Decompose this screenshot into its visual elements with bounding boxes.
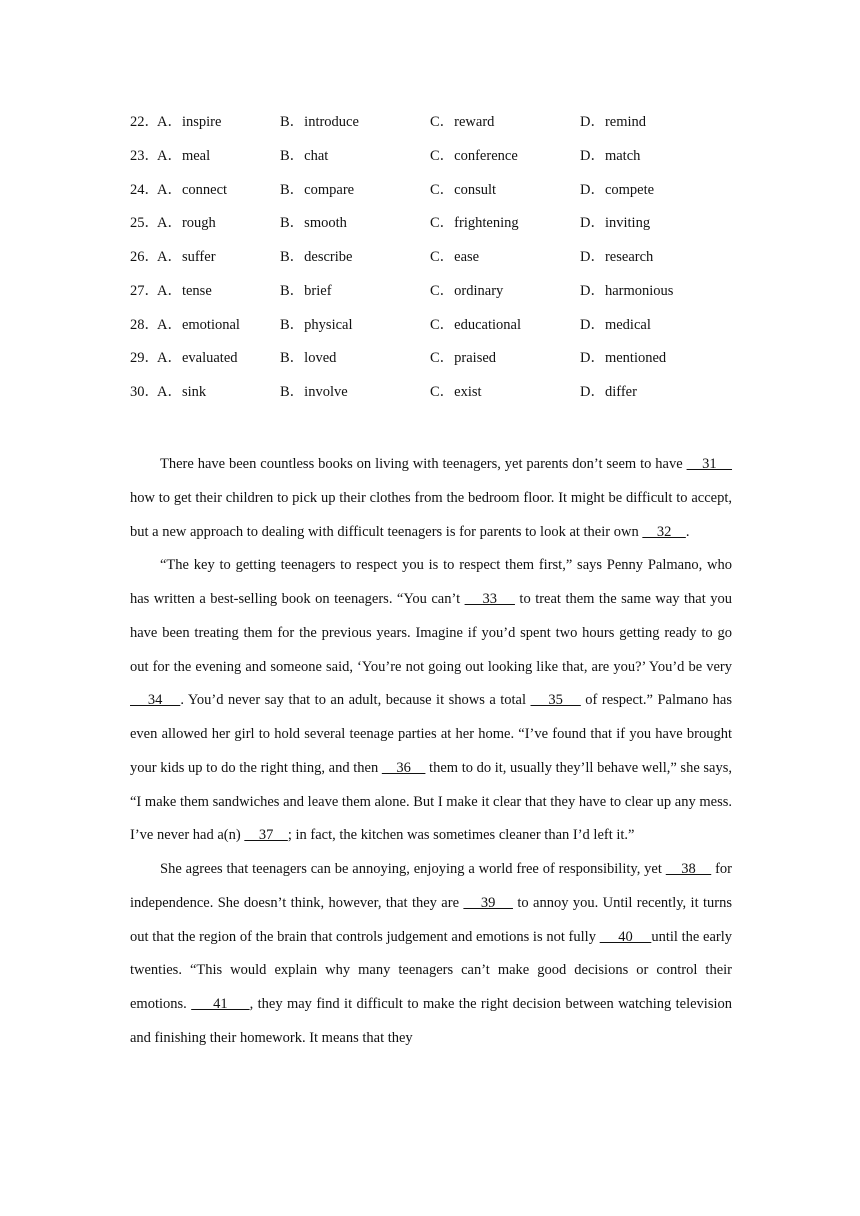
question-row [130,145,750,179]
question-row [130,280,750,314]
question-number: 29． [130,350,159,367]
option-d: D．medical [580,316,651,333]
passage-text: , they may find it difficult to make the right decision between watching television and finishing their homework. It means that they [130,996,733,1046]
option-a: A．connect [157,181,228,198]
option-b: B．chat [280,147,329,164]
blank-31: 31 [686,456,733,472]
option-b: B．smooth [280,215,347,232]
question-row [130,347,750,381]
blank-36: 36 [381,759,426,776]
passage-text: ; in fact, the kitchen was sometimes cleaner than I’d left it.” [287,827,635,844]
question-row [130,179,750,213]
question-number: 30． [130,384,159,400]
option-c: C．frightening [430,215,519,232]
option-c: C．consult [430,181,497,198]
option-c: C．praised [430,350,497,367]
paragraph-2 [130,549,732,853]
option-a: A．tense [157,282,212,299]
option-c: C．educational [430,316,522,333]
option-a: A．evaluated [157,350,238,367]
question-number: 25． [130,215,159,232]
passage-text: them to do it, usually they’ll behave well,” she says, “I make them sandwiches and leave them alone. But I make it clear that they have to clear up any mess. I’ve never had a(n) [130,759,732,844]
question-number: 23． [130,147,159,164]
blank-34: 34 [130,692,181,709]
blank-35: 35 [530,692,581,709]
option-c: C．exist [430,384,482,400]
question-number: 28． [130,316,159,333]
paragraph-1 [130,448,732,549]
option-b: B．involve [280,384,348,400]
option-b: B．describe [280,249,353,265]
option-d: D．research [580,249,654,265]
passage-text: to treat them the same way that you have been treating them for the previous years. Imagine if you’d spent two hours getting ready to go out for the evening and someone said, ‘You’re not going out looking like that, are you?’ You’d be very [130,591,733,675]
options-list [130,111,750,415]
blank-33: 33 [464,591,515,607]
paragraph-3 [130,853,732,1056]
option-c: C．ease [430,249,480,265]
option-d: D．match [580,147,641,164]
option-d: D．inviting [580,215,651,232]
question-row [130,111,750,145]
reading-passage [130,448,732,1056]
blank-40: 40 [599,928,652,945]
option-a: A．suffer [157,249,216,265]
option-d: D．harmonious [580,282,674,299]
question-row [130,314,750,348]
blank-41: 41 [191,996,250,1012]
question-number: 27． [130,282,159,299]
option-b: B．physical [280,316,353,333]
blank-32: 32 [642,523,686,540]
passage-text: She agrees that teenagers can be annoying, enjoying a world free of responsibility, yet [160,861,666,877]
option-a: A．meal [157,147,211,164]
option-c: C．conference [430,147,518,164]
passage-text: for independence. She doesn’t think, however, that they are [130,861,732,911]
passage-text: . [685,523,690,540]
option-d: D．differ [580,384,637,400]
passage-text: There have been countless books on living with teenagers, yet parents don’t seem to have [160,456,687,472]
option-d: D．remind [580,114,647,130]
question-row [130,381,750,415]
blank-39: 39 [463,894,513,911]
passage-text: . You’d never say that to an adult, because it shows a total [180,692,531,709]
blank-37: 37 [244,827,288,844]
question-row [130,246,750,280]
blank-38: 38 [665,861,712,877]
option-c: C．ordinary [430,282,504,299]
passage-text: until the early twenties. “This would explain why many teenagers can’t make good decisions or control their emotions. [130,928,733,1012]
option-d: D．compete [580,181,655,198]
passage-text: to annoy you. Until recently, it turns out that the region of the brain that controls judgement and emotions is not fully [130,894,732,945]
option-b: B．loved [280,350,337,367]
question-number: 26． [130,249,159,265]
option-a: A．inspire [157,114,222,130]
option-d: D．mentioned [580,350,667,367]
option-b: B．brief [280,282,332,299]
passage-text: of respect.” Palmano has even allowed her girl to hold several teenage parties at her home. “I’ve found that if you have brought your kids up to do the right thing, and then [130,692,733,776]
option-a: A．rough [157,215,216,232]
passage-text: “The key to getting teenagers to respect you is to respect them first,” says Penny Palmano, who has written a best-selling book on teenagers. “You can’t [130,557,732,607]
option-a: A．sink [157,384,207,400]
passage-text: how to get their children to pick up their clothes from the bedroom floor. It might be difficult to accept, but a new approach to dealing with difficult teenagers is for parents to look at their own [130,489,732,540]
question-row [130,212,750,246]
option-b: B．compare [280,181,355,198]
question-number: 22． [130,114,159,130]
option-b: B．introduce [280,114,359,130]
option-a: A．emotional [157,316,240,333]
question-number: 24． [130,181,159,198]
option-c: C．reward [430,114,495,130]
